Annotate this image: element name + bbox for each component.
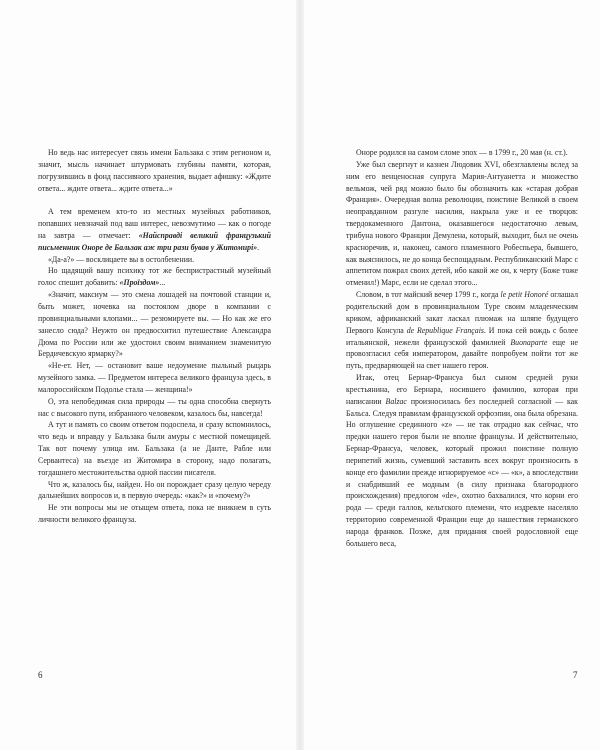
quote-emphasis: «Найсправді великий французький письменник Оноре де Бальзак аж три рази бував у Житомирі»	[38, 230, 271, 252]
left-text-column	[38, 147, 271, 526]
french-phrase: de Republique Français	[406, 325, 484, 335]
paragraph: «Да-а?» — восклицаете вы в остолбенении.	[48, 254, 195, 264]
paragraph: Но щадящий вашу психику тот же беспристрастный музейный голос спешит добавить: «Проїздом»...	[38, 266, 271, 288]
paragraph: Словом, в тот майский вечер 1799 г., когда le petit Honoré оглашал родительский дом в провинциальном Туре своим младенческим криком, африканский закат ласкал плюмаж на шляпе будущего Первого Консула de Republique Français. И пока сей вождь с более итальянской, нежели французской фамилией Buonaparte еще не провозгласил себя императором, давайте попробуем пойти тот же путь, предваряющей на свет нашего героя.	[346, 290, 579, 371]
paragraph: Не эти вопросы мы не отыщем ответа, пока не вникнем в суть личности великого француза.	[38, 503, 271, 525]
page-number: 7	[573, 670, 578, 680]
paragraph: «Значит, максиум — это смена лошадей на почтовой станции и, быть может, ночевка на постоялом дворе в компании с провинциальными клопами... — резюмируете вы. — Но как же его занесло сюда? Неужто он предвосхитил путешествие Александра Дюма по России или же удостоил своим вниманием знаменитую Бердичевскую ярмарку?»	[38, 290, 271, 359]
french-phrase: Balzac	[385, 396, 407, 406]
paragraph: О, эта непобедимая сила природы — ты одна способна свернуть нас с высокого пути, избранного человеком, казалось бы, навсегда!	[38, 396, 271, 418]
paragraph: А тут и память со своим ответом подоспела, и сразу вспомнилось, что ведь и вправду у Бальзака были амуры с местной помещицей. Так вот почему улица им. Бальзака (а не Данте, Рабле или Сервантеса) на въезде из Житомира в сторону, надо полагать, тогдашнего местожительства одной пассии писателя.	[38, 420, 271, 477]
paragraph: «Не-ет. Нет, — остановит ваше недоумение пыльный рыцарь музейного замка. — Предметом интереса великого француза здесь, в малороссийском Подолье стала — женщина!»	[38, 361, 271, 394]
page-number: 6	[38, 670, 43, 680]
paragraph: Оноре родился на самом сломе эпох — в 1799 г., 20 мая (н. ст.).	[356, 148, 568, 157]
right-page	[302, 0, 600, 750]
paragraph: Уже был свергнут и казнен Людовик XVI, обезглавлены вслед за ним его венценосная супруга Мария-Антуанетта и множество вельмож, чей ряд можно было бы обозначить как «старая добрая Франция». Очередная волна революции, поистине Великой в своем неоправданном разгуле насилия, накрыла уже и ее творцов: твердокаменного Дантона, оказавшегося недостаточно левым, трибуна нового Франции Демулена, который, выходит, был не очень красноречив, и, наконец, самого пламенного Робеспьера, бывшего, как выяснилось, не до конца беспощадным. Республиканский Марс с аппетитом пожрал своих детей, ибо какой же он, к черту (Боже тоже отменил!) Марс, если не сделал этого...	[346, 159, 578, 288]
paragraph: А тем временем кто-то из местных музейных работников, попавших невзначай под ваш интерес, невозмутимо — как о погоде на завтра — отмечает: «Найсправді великий французький письменник Оноре де Бальзак аж три рази бував у Житомирі».	[38, 207, 271, 252]
left-page	[0, 0, 298, 750]
paragraph: Но ведь нас интересует связь имени Бальзака с этим регионом и, значит, мысль начинает штурмовать глубины памяти, которая, погрузившись в фонд пассивного хранения, выдает афишку: «Ждите ответа... ждите ответа... ждите ответа...»	[38, 148, 271, 193]
paragraph: Что ж, казалось бы, найден. Но он порождает сразу целую череду дальнейших вопросов и, в первую очередь: «как?» и «почему?»	[38, 479, 271, 501]
french-phrase: le petit Honoré	[500, 290, 549, 300]
quote-emphasis: «Проїздом»	[119, 278, 160, 288]
paragraph: Итак, отец Бернар-Франсуа был сыном средней руки крестьянина, его Бернара, носившего фамилию, которая при написании Balzac произносилась без последней согласной — как Бальса. Следуя правилам французской орфоэпии, она была обрезана. Но оглушение срединного «z» — не так отрадно как сейчас, что предки нашего героя были не вполне французы. И действительно, Бернар-Франсуа, человек, который прожил поистине полную перипетий жизнь, сумевший заставить всех вокруг произносить в конце его фамилии прежде игнорируемое «c» — «к», а впоследствии и снабдивший ее модным (в силу признака благородного происхождения) предлогом «de», охотно бахвалился, что корни его рода — среди галлов, кельтского племени, что издревле населяло территорию современной Франции еще до нашествия германского народа франков. Позже, для придания своей родословной еще большего веса,	[346, 373, 578, 548]
french-phrase: Buonaparte	[510, 337, 548, 347]
right-text-column	[346, 147, 578, 550]
